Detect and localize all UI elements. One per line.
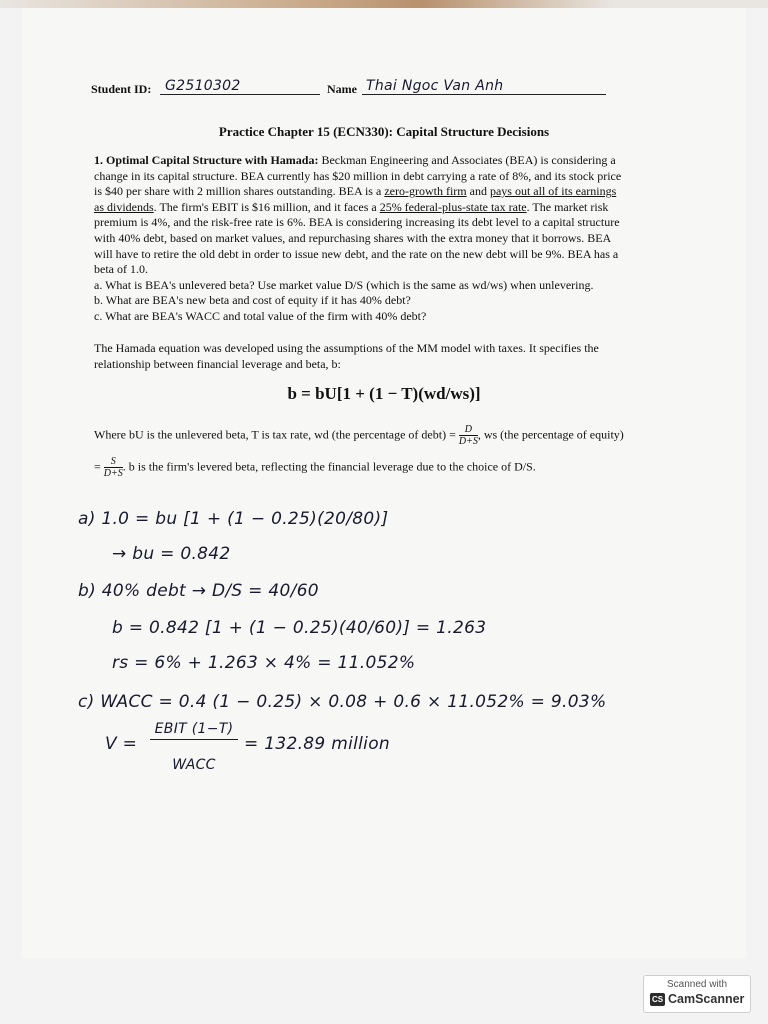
camscanner-watermark <box>643 975 751 1013</box>
where-line-2 <box>94 456 714 479</box>
paper-sheet <box>22 8 746 958</box>
problem-l1: Beckman Engineering and Associates (BEA) is considering a <box>321 153 616 167</box>
answer-a-line-2: → bu = 0.842 <box>112 544 231 564</box>
problem-l3a: is $40 per share with 2 million shares outstanding. BEA is a <box>94 184 385 199</box>
problem-line-4 <box>94 200 694 216</box>
underline-dividends: as dividends <box>94 199 154 214</box>
problem-line-5: premium is 4%, and the risk-free rate is 6%. BEA is considering increasing its debt level to a capital structure <box>94 215 620 230</box>
where-eq: = <box>94 459 101 474</box>
problem-line-2: change in its capital structure. BEA currently has $20 million in debt carrying a rate of 8%, and its stock price <box>94 168 622 183</box>
problem-line-6: with 40% debt, based on market values, and repurchasing shares with the extra money that it borrows. BEA <box>94 230 612 245</box>
answer-c-value-rhs: = 132.89 million <box>244 734 390 754</box>
problem-l4c: . The market risk <box>526 199 609 214</box>
hamada-line-2: relationship between financial leverage and beta, b: <box>94 356 341 371</box>
underline-zero-growth: zero-growth firm <box>384 184 467 199</box>
frac2-numerator: S <box>104 456 123 468</box>
hamada-paragraph <box>94 341 694 372</box>
answer-c-line-1: c) WACC = 0.4 (1 − 0.25) × 0.08 + 0.6 × 11.052% = 9.03% <box>78 692 607 712</box>
problem-line-3 <box>94 184 694 200</box>
name-label: Name <box>327 82 357 96</box>
answer-c-value-lhs: V = <box>105 734 138 754</box>
problem-line-1 <box>94 153 694 169</box>
answer-b-line-1: b) 40% debt → D/S = 40/60 <box>78 581 319 601</box>
answer-b-line-3: rs = 6% + 1.263 × 4% = 11.052% <box>112 653 416 673</box>
hamada-formula: b = bU[1 + (1 − T)(wd/ws)] <box>287 384 481 403</box>
fraction-s-over-d-plus-s <box>104 456 123 479</box>
underline-tax-rate: 25% federal-plus-state tax rate <box>379 199 527 214</box>
scanned-with-text: Scanned with <box>666 979 728 990</box>
where-text-c: . b is the firm's levered beta, reflecting the financial leverage due to the choice of D/S. <box>122 459 536 474</box>
underline-payout: pays out all of its earnings <box>489 184 617 199</box>
student-id-label: Student ID: <box>91 82 152 96</box>
answer-a-line-1: a) 1.0 = bu [1 + (1 − 0.25)(20/80)] <box>78 509 389 529</box>
answer-b-line-2: b = 0.842 [1 + (1 − 0.25)(40/60)] = 1.263 <box>112 618 487 638</box>
frac1-numerator: D <box>459 424 478 436</box>
student-id-value: G2510302 <box>165 78 241 94</box>
camscanner-logo-icon: CS <box>651 995 664 1004</box>
frac1-denominator: D+S <box>458 436 478 447</box>
where-text-a: Where bU is the unlevered beta, T is tax rate, wd (the percentage of debt) = <box>94 427 456 442</box>
scan-top-edge <box>0 0 768 8</box>
camscanner-brand: CamScanner <box>668 992 745 1006</box>
answer-c-numerator: EBIT (1−T) <box>150 721 238 740</box>
page-title: Practice Chapter 15 (ECN330): Capital Structure Decisions <box>218 124 550 139</box>
problem-line-8: beta of 1.0. <box>94 262 148 277</box>
frac2-denominator: D+S <box>103 468 123 479</box>
where-text-b: , ws (the percentage of equity) <box>477 427 624 442</box>
problem-l4b: . The firm's EBIT is $16 million, and it faces a <box>153 199 380 214</box>
question-c: c. What are BEA's WACC and total value of the firm with 40% debt? <box>94 308 427 323</box>
answer-c-denominator: WACC <box>172 757 216 773</box>
fraction-d-over-d-plus-s <box>459 424 478 447</box>
problem-heading: 1. Optimal Capital Structure with Hamada: <box>94 153 319 167</box>
name-value: Thai Ngoc Van Anh <box>366 78 504 94</box>
where-line-1 <box>94 424 714 447</box>
problem-l3b: and <box>466 184 490 199</box>
question-a: a. What is BEA's unlevered beta? Use market value D/S (which is the same as wd/ws) when unlevering. <box>94 277 594 292</box>
problem-block <box>94 153 694 325</box>
hamada-line-1: The Hamada equation was developed using the assumptions of the MM model with taxes. It specifies the <box>94 341 599 355</box>
question-b: b. What are BEA's new beta and cost of equity if it has 40% debt? <box>94 293 411 308</box>
problem-line-7: will have to retire the old debt in order to issue new debt, and the rate on the new debt will be 9%. BEA has a <box>94 246 619 261</box>
